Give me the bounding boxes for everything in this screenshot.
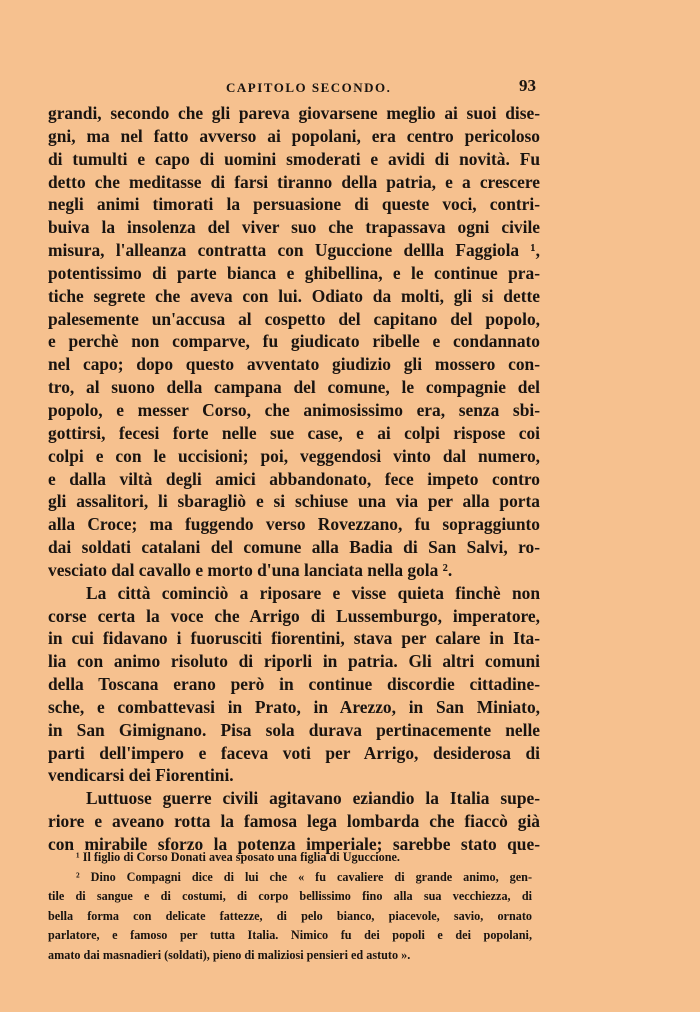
text-line: vendicarsi dei Fiorentini. [48, 765, 234, 786]
text-line: vesciato dal cavallo e morto d'una lanciata nella gola ². [48, 559, 453, 580]
footnote-line: bella forma con delicate fattezze, di pelo bianco, piacevole, savio, ornato [48, 908, 532, 923]
text-line: buiva la insolenza del viver suo che trapassava ogni civile [48, 217, 540, 238]
text-line: detto che meditasse di farsi tiranno della patria, e a crescere [48, 171, 540, 192]
footnote-line: ¹ Il figlio di Corso Donati avea sposato una figlia di Uguccione. [76, 850, 400, 864]
text-line: tro, al suono della campana del comune, le compagnie del [48, 377, 540, 398]
text-line: e dalla viltà degli amici abbandonato, fece impeto contro [48, 468, 540, 489]
text-line: di tumulti e capo di uomini smoderati e avidi di novità. Fu [48, 148, 540, 169]
text-line: in San Gimignano. Pisa sola durava pertinacemente nelle [48, 719, 540, 740]
footnote-line: parlatore, e famoso per tutta Italia. Nimico fu dei popoli e dei popolani, [48, 928, 532, 943]
text-line: gni, ma nel fatto avverso ai popolani, era centro pericoloso [48, 125, 540, 146]
text-line: grandi, secondo che gli pareva giovarsene meglio ai suoi dise- [48, 103, 540, 123]
text-line: dai soldati catalani del comune alla Badia di San Salvi, ro- [48, 537, 540, 558]
text-line: parti dell'impero e faceva voti per Arrigo, desiderosa di [48, 742, 540, 763]
text-line: e perchè non comparve, fu giudicato ribelle e condannato [48, 331, 540, 352]
text-line: riore e aveano rotta la famosa lega lombarda che fiaccò già [48, 811, 540, 832]
text-line: palesemente un'accusa al cospetto del capitano del popolo, [48, 308, 540, 329]
page-number: 93 [519, 76, 536, 95]
text-line: Luttuose guerre civili agitavano eziandio la Italia supe- [86, 788, 540, 809]
text-line: negli animi timorati la persuasione di queste voci, contri- [48, 194, 540, 215]
text-line: tiche segrete che aveva con lui. Odiato da molti, gli si dette [48, 285, 540, 306]
text-line: sche, e combattevasi in Prato, in Arezzo, in San Miniato, [48, 696, 540, 717]
footnotes [48, 848, 532, 966]
text-line: in cui fidavano i fuorusciti fiorentini, stava per calare in Ita- [48, 628, 540, 649]
text-line: potentissimo di parte bianca e ghibellina, e le continue pra- [48, 262, 540, 283]
page-header [48, 76, 540, 100]
footnote-line: amato dai masnadieri (soldati), pieno di maliziosi pensieri ed astuto ». [48, 947, 411, 962]
text-line: misura, l'alleanza contratta con Uguccione dellla Faggiola ¹, [48, 240, 540, 261]
text-line: lia con animo risoluto di riporli in patria. Gli altri comuni [48, 651, 540, 672]
text-line: alla Croce; ma fuggendo verso Rovezzano, fu sopraggiunto [48, 514, 540, 535]
text-line: gottirsi, fecesi forte nelle sue case, e ai colpi rispose coi [48, 422, 540, 443]
text-line: colpi e con le uccisioni; poi, veggendosi vinto dal numero, [48, 445, 540, 466]
text-line: nel capo; dopo questo avventato giudizio gli mossero con- [48, 354, 540, 375]
text-line: della Toscana erano però in continue discordie cittadine- [48, 674, 540, 695]
running-title: CAPITOLO SECONDO. [226, 80, 392, 95]
text-line: La città cominciò a riposare e visse quieta finchè non [86, 582, 540, 603]
text-line: corse certa la voce che Arrigo di Lussemburgo, imperatore, [48, 605, 540, 626]
text-line: popolo, e messer Corso, che animosissimo era, senza sbi- [48, 399, 540, 420]
text-line: con mirabile sforzo la potenza imperiale; sarebbe stato que- [48, 834, 540, 854]
footnote-line: tile di sangue e di costumi, di corpo bellissimo fino alla sua vecchiezza, di [48, 889, 532, 904]
footnote-line: ² Dino Compagni dice di lui che « fu cavaliere di grande animo, gen- [76, 869, 532, 884]
main-text [48, 102, 540, 856]
text-line: gli assalitori, li sbaragliò e si schiuse una via per alla porta [48, 491, 540, 512]
